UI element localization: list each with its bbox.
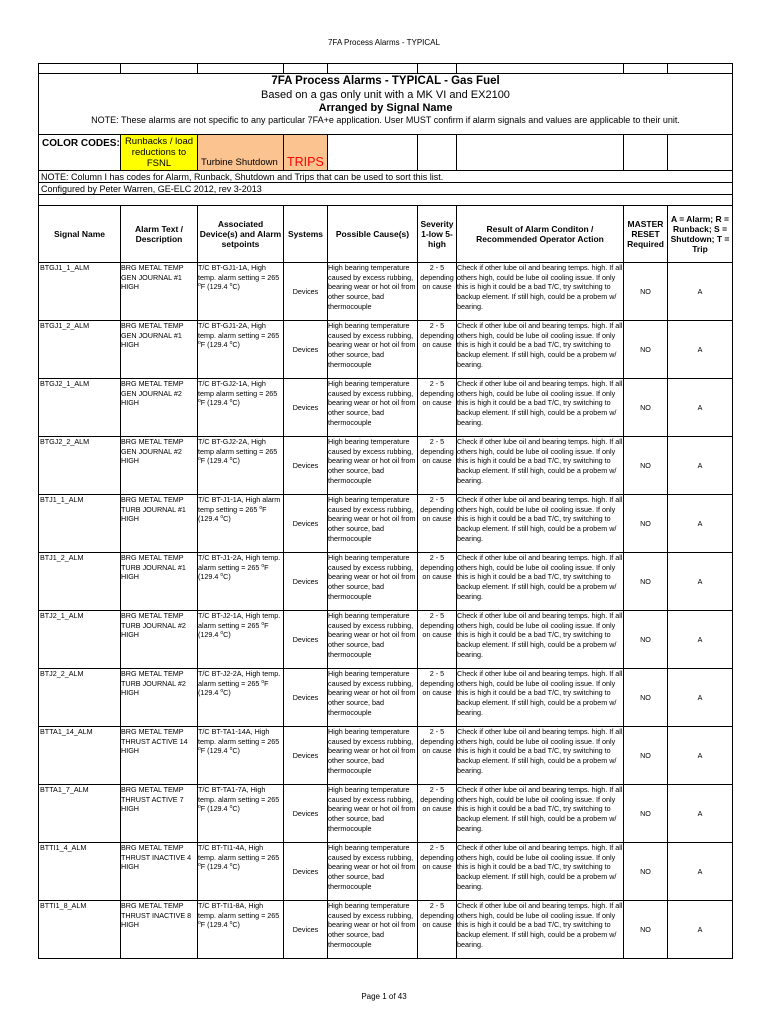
severity-cell: 2 - 5 depending on cause xyxy=(418,437,457,495)
device-setpoint-cell: T/C BT-GJ1-2A, High temp. alarm setting = 265 $^o$F (129.4 $^o$C) xyxy=(198,321,284,379)
alarm-class-cell: A xyxy=(668,379,733,437)
signal-name-cell: BTTI1_4_ALM xyxy=(39,843,121,901)
alarm-table xyxy=(38,63,733,959)
blank-gap xyxy=(39,126,733,135)
result-action-cell: Check if other lube oil and bearing temps. high. If all others high, could be lube oil cooling issue. If only this is high it could be a bad T/C, try switching to backup element. If still high, could be a probem w/ bearing. xyxy=(457,553,624,611)
system-cell: Devices xyxy=(284,263,328,321)
master-reset-cell: NO xyxy=(624,611,668,669)
system-cell: Devices xyxy=(284,901,328,959)
device-setpoint-cell: T/C BT-J2-1A, High temp. alarm setting = 265 $^o$F (129.4 $^o$C) xyxy=(198,611,284,669)
master-reset-cell: NO xyxy=(624,727,668,785)
setpoint-text: T/C BT-GJ2-2A, High temp alarm setting = 265 xyxy=(198,437,278,456)
table-row xyxy=(39,321,733,379)
result-action-cell: Check if other lube oil and bearing temps. high. If all others high, could be lube oil cooling issue. If only this is high it could be a bad T/C, try switching to backup element. If still high, could be a probem w/ bearing. xyxy=(457,437,624,495)
table-row xyxy=(39,785,733,843)
result-action-cell: Check if other lube oil and bearing temps. high. If all others high, could be lube oil cooling issue. If only this is high it could be a bad T/C, try switching to backup element. If still high, could be a probem w/ bearing. xyxy=(457,901,624,959)
table-row xyxy=(39,437,733,495)
alarm-class-cell: A xyxy=(668,843,733,901)
severity-cell: 2 - 5 depending on cause xyxy=(418,321,457,379)
severity-cell: 2 - 5 depending on cause xyxy=(418,843,457,901)
alarm-text-cell: BRG METAL TEMP GEN JOURNAL #1 HIGH xyxy=(121,321,198,379)
page-footer: Page 1 of 43 xyxy=(361,992,407,1001)
setpoint-text: T/C BT-GJ1-2A, High temp. alarm setting = 265 xyxy=(198,321,280,340)
table-row xyxy=(39,727,733,785)
table-row xyxy=(39,263,733,321)
sort-note: NOTE: Column I has codes for Alarm, Runback, Shutdown and Trips that can be used to sort this list. xyxy=(39,171,733,183)
col-master-reset: MASTER RESET Required xyxy=(624,206,668,263)
possible-cause-cell: High bearing temperature caused by excess rubbing, bearing wear or hot oil from other source, bad thermocouple xyxy=(328,553,418,611)
device-setpoint-cell: T/C BT-TI1-8A, High temp. alarm setting = 265 $^o$F (129.4 $^o$C) xyxy=(198,901,284,959)
possible-cause-cell: High bearing temperature caused by excess rubbing, bearing wear or hot oil from other source, bad thermocouple xyxy=(328,843,418,901)
setpoint-text: T/C BT-J2-2A, High temp. alarm setting = 265 xyxy=(198,669,281,688)
master-reset-cell: NO xyxy=(624,495,668,553)
applicability-note: NOTE: These alarms are not specific to any particular 7FA+e application. User MUST confirm if alarm signals and values are applicable to their unit. xyxy=(39,114,733,126)
signal-name-cell: BTGJ2_1_ALM xyxy=(39,379,121,437)
result-action-cell: Check if other lube oil and bearing temps. high. If all others high, could be lube oil cooling issue. If only this is high it could be a bad T/C, try switching to backup element. If still high, could be a probem w/ bearing. xyxy=(457,785,624,843)
col-devices: Associated Device(s) and Alarm setpoints xyxy=(198,206,284,263)
possible-cause-cell: High bearing temperature caused by excess rubbing, bearing wear or hot oil from other source, bad thermocouple xyxy=(328,611,418,669)
table-row xyxy=(39,553,733,611)
configured-by: Configured by Peter Warren, GE-ELC 2012, rev 3-2013 xyxy=(39,183,733,195)
alarm-class-cell: A xyxy=(668,727,733,785)
setpoint-celsius: (129.4 xyxy=(207,340,230,350)
alarm-class-cell: A xyxy=(668,785,733,843)
alarm-text-cell: BRG METAL TEMP THRUST ACTIVE 14 HIGH xyxy=(121,727,198,785)
color-code-runback: Runbacks / load reductions to FSNL xyxy=(121,135,198,171)
possible-cause-cell: High bearing temperature caused by excess rubbing, bearing wear or hot oil from other source, bad thermocouple xyxy=(328,321,418,379)
master-reset-cell: NO xyxy=(624,321,668,379)
alarm-class-cell: A xyxy=(668,553,733,611)
signal-name-cell: BTGJ2_2_ALM xyxy=(39,437,121,495)
device-setpoint-cell: T/C BT-GJ1-1A, High temp. alarm setting = 265 $^o$F (129.4 $^o$C) xyxy=(198,263,284,321)
severity-cell: 2 - 5 depending on cause xyxy=(418,669,457,727)
possible-cause-cell: High bearing temperature caused by excess rubbing, bearing wear or hot oil from other source, bad thermocouple xyxy=(328,437,418,495)
color-code-trips: TRIPS xyxy=(284,135,328,171)
possible-cause-cell: High bearing temperature caused by excess rubbing, bearing wear or hot oil from other source, bad thermocouple xyxy=(328,669,418,727)
severity-cell: 2 - 5 depending on cause xyxy=(418,727,457,785)
system-cell: Devices xyxy=(284,785,328,843)
column-header-row xyxy=(39,206,733,263)
setpoint-celsius: (129.4 xyxy=(198,630,221,640)
alarm-class-cell: A xyxy=(668,611,733,669)
severity-cell: 2 - 5 depending on cause xyxy=(418,901,457,959)
setpoint-text: T/C BT-TA1-14A, High temp. alarm setting = 265 xyxy=(198,727,280,746)
severity-cell: 2 - 5 depending on cause xyxy=(418,379,457,437)
result-action-cell: Check if other lube oil and bearing temps. high. If all others high, could be lube oil cooling issue. If only this is high it could be a bad T/C, try switching to backup element. If still high, could be a probem w/ bearing. xyxy=(457,843,624,901)
setpoint-celsius: (129.4 xyxy=(207,398,230,408)
possible-cause-cell: High bearing temperature caused by excess rubbing, bearing wear or hot oil from other source, bad thermocouple xyxy=(328,727,418,785)
alarm-text-cell: BRG METAL TEMP GEN JOURNAL #2 HIGH xyxy=(121,437,198,495)
alarm-class-cell: A xyxy=(668,495,733,553)
setpoint-celsius: (129.4 xyxy=(207,746,230,756)
possible-cause-cell: High bearing temperature caused by excess rubbing, bearing wear or hot oil from other source, bad thermocouple xyxy=(328,901,418,959)
master-reset-cell: NO xyxy=(624,785,668,843)
blank-gap xyxy=(39,195,733,206)
possible-cause-cell: High bearing temperature caused by excess rubbing, bearing wear or hot oil from other source, bad thermocouple xyxy=(328,263,418,321)
device-setpoint-cell: T/C BT-GJ2-1A, High temp alarm setting = 265 $^o$F (129.4 $^o$C) xyxy=(198,379,284,437)
device-setpoint-cell: T/C BT-J1-2A, High temp. alarm setting = 265 $^o$F (129.4 $^o$C) xyxy=(198,553,284,611)
alarm-text-cell: BRG METAL TEMP TURB JOURNAL #2 HIGH xyxy=(121,669,198,727)
alarm-text-cell: BRG METAL TEMP TURB JOURNAL #1 HIGH xyxy=(121,553,198,611)
system-cell: Devices xyxy=(284,727,328,785)
severity-cell: 2 - 5 depending on cause xyxy=(418,611,457,669)
device-setpoint-cell: T/C BT-J2-2A, High temp. alarm setting = 265 $^o$F (129.4 $^o$C) xyxy=(198,669,284,727)
result-action-cell: Check if other lube oil and bearing temps. high. If all others high, could be lube oil cooling issue. If only this is high it could be a bad T/C, try switching to backup element. If still high, could be a probem w/ bearing. xyxy=(457,495,624,553)
device-setpoint-cell: T/C BT-J1-1A, High alarm temp setting = 265 $^o$F (129.4 $^o$C) xyxy=(198,495,284,553)
master-reset-cell: NO xyxy=(624,263,668,321)
spacer-row xyxy=(39,64,733,74)
result-action-cell: Check if other lube oil and bearing temps. high. If all others high, could be lube oil cooling issue. If only this is high it could be a bad T/C, try switching to backup element. If still high, could be a probem w/ bearing. xyxy=(457,727,624,785)
device-setpoint-cell: T/C BT-TA1-14A, High temp. alarm setting = 265 $^o$F (129.4 $^o$C) xyxy=(198,727,284,785)
setpoint-text: T/C BT-GJ2-1A, High temp alarm setting = 265 xyxy=(198,379,278,398)
possible-cause-cell: High bearing temperature caused by excess rubbing, bearing wear or hot oil from other source, bad thermocouple xyxy=(328,785,418,843)
alarm-text-cell: BRG METAL TEMP THRUST INACTIVE 8 HIGH xyxy=(121,901,198,959)
system-cell: Devices xyxy=(284,611,328,669)
signal-name-cell: BTTA1_14_ALM xyxy=(39,727,121,785)
master-reset-cell: NO xyxy=(624,901,668,959)
setpoint-celsius: (129.4 xyxy=(207,282,230,292)
setpoint-text: T/C BT-TI1-8A, High temp. alarm setting = 265 xyxy=(198,901,280,920)
result-action-cell: Check if other lube oil and bearing temps. high. If all others high, could be lube oil cooling issue. If only this is high it could be a bad T/C, try switching to backup element. If still high, could be a probem w/ bearing. xyxy=(457,263,624,321)
alarm-text-cell: BRG METAL TEMP GEN JOURNAL #1 HIGH xyxy=(121,263,198,321)
system-cell: Devices xyxy=(284,321,328,379)
table-row xyxy=(39,669,733,727)
possible-cause-cell: High bearing temperature caused by excess rubbing, bearing wear or hot oil from other source, bad thermocouple xyxy=(328,495,418,553)
severity-cell: 2 - 5 depending on cause xyxy=(418,785,457,843)
result-action-cell: Check if other lube oil and bearing temps. high. If all others high, could be lube oil cooling issue. If only this is high it could be a bad T/C, try switching to backup element. If still high, could be a probem w/ bearing. xyxy=(457,379,624,437)
setpoint-text: T/C BT-TA1-7A, High temp. alarm setting = 265 xyxy=(198,785,280,804)
col-severity: Severity 1-low 5-high xyxy=(418,206,457,263)
result-action-cell: Check if other lube oil and bearing temps. high. If all others high, could be lube oil cooling issue. If only this is high it could be a bad T/C, try switching to backup element. If still high, could be a probem w/ bearing. xyxy=(457,611,624,669)
page-header: 7FA Process Alarms - TYPICAL xyxy=(328,38,440,47)
master-reset-cell: NO xyxy=(624,669,668,727)
doc-subtitle: Based on a gas only unit with a MK VI and EX2100 xyxy=(39,88,733,101)
setpoint-text: T/C BT-J1-2A, High temp. alarm setting = 265 xyxy=(198,553,281,572)
system-cell: Devices xyxy=(284,553,328,611)
alarm-class-cell: A xyxy=(668,321,733,379)
alarm-text-cell: BRG METAL TEMP TURB JOURNAL #1 HIGH xyxy=(121,495,198,553)
severity-cell: 2 - 5 depending on cause xyxy=(418,495,457,553)
doc-arrangement: Arranged by Signal Name xyxy=(39,101,733,114)
setpoint-celsius: (129.4 xyxy=(207,862,230,872)
severity-cell: 2 - 5 depending on cause xyxy=(418,263,457,321)
doc-title: 7FA Process Alarms - TYPICAL - Gas Fuel xyxy=(39,74,733,89)
signal-name-cell: BTGJ1_2_ALM xyxy=(39,321,121,379)
col-signal-name: Signal Name xyxy=(39,206,121,263)
severity-cell: 2 - 5 depending on cause xyxy=(418,553,457,611)
alarm-class-cell: A xyxy=(668,901,733,959)
setpoint-celsius: (129.4 xyxy=(198,572,221,582)
signal-name-cell: BTTA1_7_ALM xyxy=(39,785,121,843)
table-row xyxy=(39,611,733,669)
signal-name-cell: BTJ2_2_ALM xyxy=(39,669,121,727)
table-row xyxy=(39,379,733,437)
color-code-shutdown: Turbine Shutdown xyxy=(198,135,284,171)
col-possible-causes: Possible Cause(s) xyxy=(328,206,418,263)
signal-name-cell: BTGJ1_1_ALM xyxy=(39,263,121,321)
signal-name-cell: BTJ1_1_ALM xyxy=(39,495,121,553)
alarm-class-cell: A xyxy=(668,669,733,727)
alarm-text-cell: BRG METAL TEMP TURB JOURNAL #2 HIGH xyxy=(121,611,198,669)
signal-name-cell: BTJ2_1_ALM xyxy=(39,611,121,669)
setpoint-celsius: (129.4 xyxy=(207,456,230,466)
signal-name-cell: BTTI1_8_ALM xyxy=(39,901,121,959)
device-setpoint-cell: T/C BT-GJ2-2A, High temp alarm setting = 265 $^o$F (129.4 $^o$C) xyxy=(198,437,284,495)
device-setpoint-cell: T/C BT-TI1-4A, High temp. alarm setting = 265 $^o$F (129.4 $^o$C) xyxy=(198,843,284,901)
master-reset-cell: NO xyxy=(624,379,668,437)
setpoint-text: T/C BT-J1-1A, High alarm temp setting = 265 xyxy=(198,495,281,514)
master-reset-cell: NO xyxy=(624,553,668,611)
possible-cause-cell: High bearing temperature caused by excess rubbing, bearing wear or hot oil from other source, bad thermocouple xyxy=(328,379,418,437)
col-result-action: Result of Alarm Conditon / Recommended Operator Action xyxy=(457,206,624,263)
setpoint-celsius: (129.4 xyxy=(198,688,221,698)
system-cell: Devices xyxy=(284,669,328,727)
setpoint-celsius: (129.4 xyxy=(198,514,221,524)
alarm-text-cell: BRG METAL TEMP THRUST ACTIVE 7 HIGH xyxy=(121,785,198,843)
setpoint-celsius: (129.4 xyxy=(207,920,230,930)
alarm-class-cell: A xyxy=(668,263,733,321)
system-cell: Devices xyxy=(284,495,328,553)
setpoint-celsius: (129.4 xyxy=(207,804,230,814)
system-cell: Devices xyxy=(284,379,328,437)
col-systems: Systems xyxy=(284,206,328,263)
setpoint-text: T/C BT-TI1-4A, High temp. alarm setting = 265 xyxy=(198,843,280,862)
result-action-cell: Check if other lube oil and bearing temps. high. If all others high, could be lube oil cooling issue. If only this is high it could be a bad T/C, try switching to backup element. If still high, could be a probem w/ bearing. xyxy=(457,321,624,379)
device-setpoint-cell: T/C BT-TA1-7A, High temp. alarm setting = 265 $^o$F (129.4 $^o$C) xyxy=(198,785,284,843)
master-reset-cell: NO xyxy=(624,843,668,901)
alarm-text-cell: BRG METAL TEMP GEN JOURNAL #2 HIGH xyxy=(121,379,198,437)
result-action-cell: Check if other lube oil and bearing temps. high. If all others high, could be lube oil cooling issue. If only this is high it could be a bad T/C, try switching to backup element. If still high, could be a probem w/ bearing. xyxy=(457,669,624,727)
alarm-text-cell: BRG METAL TEMP THRUST INACTIVE 4 HIGH xyxy=(121,843,198,901)
setpoint-text: T/C BT-J2-1A, High temp. alarm setting = 265 xyxy=(198,611,281,630)
col-alarm-text: Alarm Text / Description xyxy=(121,206,198,263)
master-reset-cell: NO xyxy=(624,437,668,495)
table-row xyxy=(39,843,733,901)
table-row xyxy=(39,495,733,553)
col-alarm-class: A = Alarm; R = Runback; S = Shutdown; T = Trip xyxy=(668,206,733,263)
color-codes-label: COLOR CODES: xyxy=(39,135,121,171)
table-row xyxy=(39,901,733,959)
signal-name-cell: BTJ1_2_ALM xyxy=(39,553,121,611)
alarm-class-cell: A xyxy=(668,437,733,495)
system-cell: Devices xyxy=(284,437,328,495)
setpoint-text: T/C BT-GJ1-1A, High temp. alarm setting = 265 xyxy=(198,263,280,282)
system-cell: Devices xyxy=(284,843,328,901)
